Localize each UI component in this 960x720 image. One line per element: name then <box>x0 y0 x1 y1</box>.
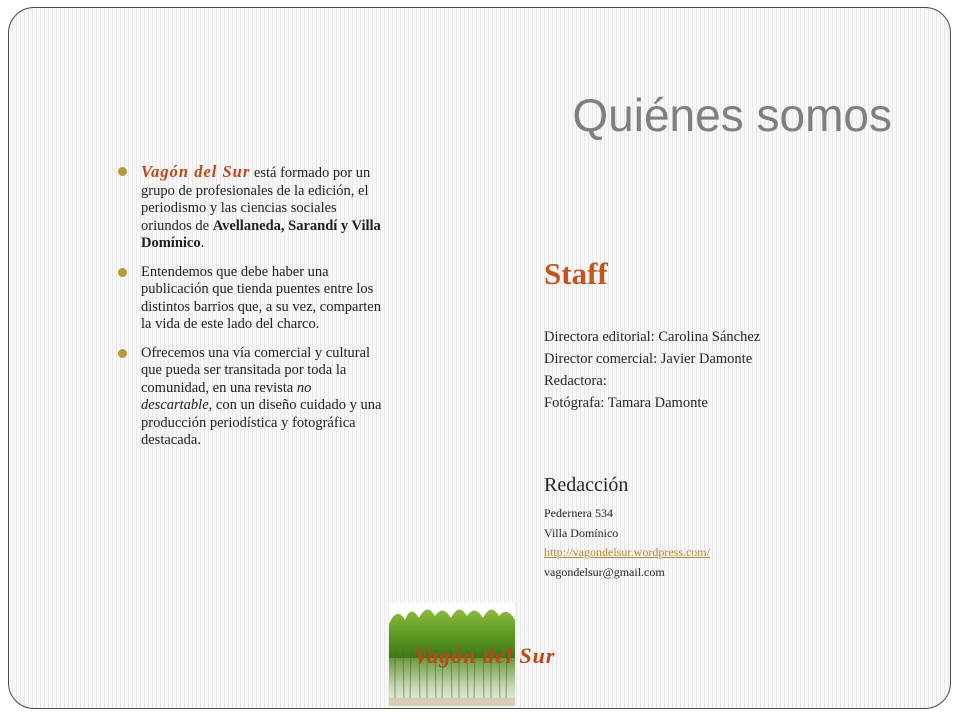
page-title: Quiénes somos <box>572 89 892 141</box>
list-item <box>116 264 384 334</box>
staff-line: Director comercial: Javier Damonte <box>544 351 753 367</box>
bullet-text: Entendemos que debe haber una publicación que tienda puentes entre los distintos barrios que, a su vez, comparten la vida de este lado del charco. <box>141 263 381 332</box>
bullet-text: está formado por un grupo de profesionales de la edición, el periodismo y las ciencias sociales oriundos de <box>141 165 371 234</box>
brand-logo-text: Vagón del Sur <box>414 643 556 668</box>
bullet-bold-text: Avellaneda, Sarandí y Villa Domínico <box>141 217 381 251</box>
bullet-dot-icon <box>118 167 127 176</box>
staff-list <box>544 326 760 414</box>
bullet-text: . <box>200 235 205 251</box>
bullet-dot-icon <box>118 349 127 358</box>
bullet-text: Ofrecemos una vía comercial y cultural que pueda ser transitada por toda la comunidad, en una revista <box>141 344 371 396</box>
staff-line: Directora editorial: Carolina Sánchez <box>544 329 761 345</box>
staff-heading: Staff <box>544 256 608 291</box>
staff-line: Redactora: <box>544 373 607 389</box>
bullet-text: , con un diseño cuidado y una producción periodística y fotográfica destacada. <box>141 397 382 448</box>
redaccion-heading: Redacción <box>544 474 629 496</box>
staff-line: Fotógrafa: Tamara Damonte <box>544 395 708 411</box>
brand-name-inline: Vagón del Sur <box>141 162 251 181</box>
contact-block <box>544 504 710 582</box>
list-item <box>116 345 384 450</box>
list-item <box>116 163 384 253</box>
locality-line: Villa Domínico <box>544 525 619 540</box>
website-link[interactable]: http://vagondelsur.wordpress.com/ <box>544 545 710 559</box>
bullet-dot-icon <box>118 268 127 277</box>
about-bullet-list <box>116 163 384 461</box>
address-line: Pedernera 534 <box>544 506 613 520</box>
email-line: vagondelsur@gmail.com <box>544 564 665 579</box>
bullet-italic-text: no descartable <box>141 379 312 413</box>
